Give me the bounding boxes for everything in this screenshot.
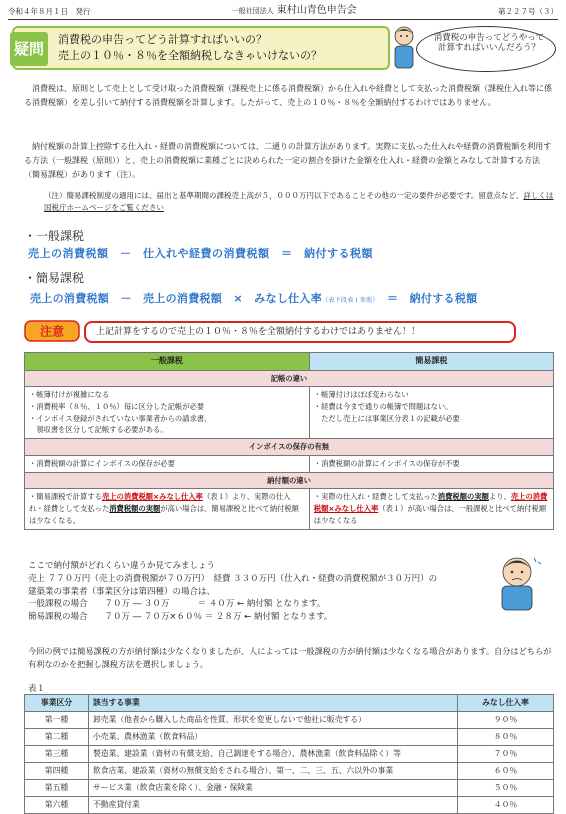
note: （注）簡易課税制度の適用には、届出と基準期間の課税売上高が５，０００万円以下であることその他の一定の要件が必要です。留意点など、詳しくは国税庁ホームページをご覧ください (44, 191, 554, 212)
general-formula: 売上の消費税額 － 仕入れや経費の消費税額 ＝ 納付する税額 (28, 247, 373, 260)
paragraph-1: 消費税は、原則として売上として受け取った消費税額（課税売上に係る消費税額）から仕入れや経費として支払った消費税額（課税仕入れ等に係る消費税額）を差し引いて納付する消費税額を計算します。したがって、売上の１０％・８％を全額納付するわけではありません。 (24, 84, 552, 107)
simple-title: ・簡易課税 (24, 271, 85, 285)
table-row: 第五種 サービス業（飲食店業を除く）、金融・保険業 ５０％ (25, 780, 554, 797)
comparison-table (24, 352, 554, 530)
band-bookkeeping: 記帳の違い (25, 370, 554, 387)
simple-payment: ・実際の仕入れ・経費として支払った消費税額の実額より、売上の消費税額×みなし仕入率（表１）が高い場合は、一般課税と比べて納付税額は少なくなる (309, 489, 553, 529)
col-general: 一般課税 (25, 353, 310, 371)
question-text: 消費税の申告ってどう計算すればいいの？ 売上の１０％・８％を全額納税しなきゃいけないの？ (58, 33, 322, 62)
table1-label: 表１ (28, 684, 46, 694)
col-simple: 簡易課税 (309, 353, 553, 371)
header-rate: みなし仕入率 (458, 695, 554, 712)
nta-link[interactable]: 詳しくは国税庁ホームページをご覧ください (44, 191, 554, 212)
paragraph-2: 納付税額の計算上控除する仕入れ・経費の消費税額については、二通りの計算方法があります。実際に支払った仕入れや経費の消費税額を利用する方法（一般課税（原則））と、売上の消費税額に業種ごとに決められた一定の割合を掛けた金額を仕入れ・経費の金額とみなして計算する方法（簡易課税）があります（注）。 (24, 142, 552, 179)
page-header (8, 4, 558, 20)
table-row: 第三種 製造業、建設業（資材の有償支給、自己調達をする場合）、農林漁業（飲食料品除く）等 ７０％ (25, 746, 554, 763)
warning-box: 上記計算をするので売上の１０％・８％を全額納付するわけではありません！！ (84, 321, 516, 343)
simple-formula: 売上の消費税額 － 売上の消費税額 × みなし仕入率（表下段表１参照） ＝ 納付する税額 (30, 292, 478, 305)
caution-icon (24, 320, 80, 342)
question-tag: 疑問 (10, 32, 48, 66)
question-box (12, 26, 390, 70)
band-payment: 納付額の違い (25, 472, 554, 489)
issue-number: 第２２７号（３） (498, 6, 558, 16)
worried-person-icon (490, 552, 544, 612)
table-row: 第四種 飲食店業、建設業（資材の無償支給をされる場合）、第一、二、三、五、六以外の事業 ６０％ (25, 763, 554, 780)
calculation-example: ここで納付額がどれくらい違うか見てみましょう 売上 ７７０万円（売上の消費税額が７０万円） 経費 ３３０万円（仕入れ・経費の消費税額が３０万円）の 建築業の事業者（事業区分は第四種）の場合は、 一般課税の場合 ７０万 ― ３０万 ＝ ４０万 ← 納付額 となります。 簡易課税の場合 ７０万 ― ７０万×６０％ ＝ ２８万 ← 納付額 となります。 (28, 561, 438, 622)
caution-label: 注意 (39, 324, 65, 339)
general-invoice: ・消費税額の計算にインボイスの保存が必要 (25, 456, 310, 473)
general-payment: ・簡易課税で計算する売上の消費税額×みなし仕入率（表１）より、実際の仕入れ・経費として支払った消費税額の実額が高い場合は、簡易課税と比べて納付税額は少なくなる。 (25, 489, 310, 529)
table-row: 第一種 卸売業（他者から購入した商品を性質、形状を変更しないで他社に販売する） ９０％ (25, 712, 554, 729)
table-row: 第二種 小売業、農林漁業（飲食料品） ８０％ (25, 729, 554, 746)
org-name: 一般社団法人 東村山青色申告会 (231, 4, 357, 16)
header-category: 事業区分 (25, 695, 89, 712)
general-title: ・一般課税 (24, 229, 85, 243)
table-row: 第六種 不動産貸付業 ４０％ (25, 797, 554, 814)
band-invoice: インボイスの保存の有無 (25, 439, 554, 456)
simple-bookkeeping: ・帳簿付けはほぼ変わらない ・経費は今まで通りの帳簿で問題はない。 ただし売上には事業区分表１の記載が必要 (309, 387, 553, 439)
simple-invoice: ・消費税額の計算にインボイスの保存が不要 (309, 456, 553, 473)
speech-bubble: 消費税の申告ってどうやって計算すればいいんだろう？ (416, 26, 556, 72)
issue-date: 令和４年８月１日 発行 (8, 6, 91, 16)
business-category-table (24, 694, 554, 814)
general-bookkeeping: ・帳簿付けが複雑になる ・消費税率（８％、１０％）毎に区分した記帳が必要 ・インボイス登録がされていない事業者からの請求書、 領収書を区分して記帳する必要がある。 (25, 387, 310, 439)
header-business: 該当する事業 (89, 695, 458, 712)
conclusion: 今回の例では簡易課税の方が納付額は少なくなりましたが、人によっては一般課税の方が納付額は少なくなる場合があります。自分はどちらが有利なのかを把握し課税方法を選択しましょう。 (28, 646, 552, 670)
